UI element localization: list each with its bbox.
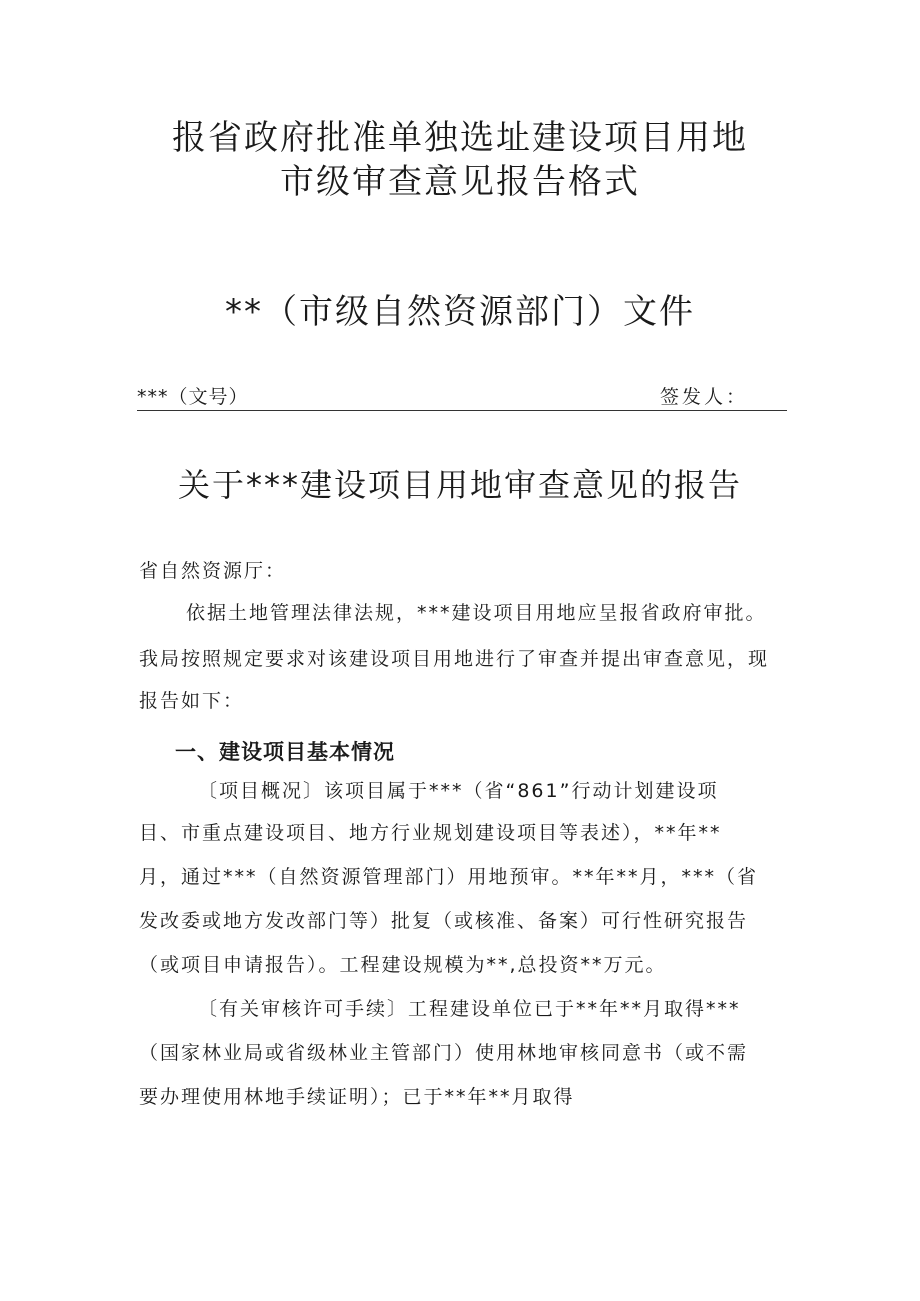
overview-line-4: 发改委或地方发改部门等）批复（或核准、备案）可行性研究报告 bbox=[139, 910, 749, 932]
document-number: ***（文号） bbox=[137, 386, 249, 408]
intro-line-3: 报告如下： bbox=[139, 690, 245, 712]
salutation: 省自然资源厅： bbox=[139, 560, 287, 582]
permits-line-2: （国家林业局或省级林业主管部门）使用林地审核同意书（或不需 bbox=[139, 1042, 749, 1064]
signer-label: 签发人： bbox=[660, 386, 749, 408]
document-meta-row bbox=[137, 382, 787, 412]
permits-line-1: 〔有关审核许可手续〕工程建设单位已于**年**月取得*** bbox=[198, 998, 741, 1020]
overview-line-3: 月，通过***（自然资源管理部门）用地预审。**年**月，***（省 bbox=[139, 866, 759, 888]
overview-line-2: 目、市重点建设项目、地方行业规划建设项目等表述），**年** bbox=[139, 822, 722, 844]
report-title: 关于***建设项目用地审查意见的报告 bbox=[177, 466, 742, 504]
intro-line-1: 依据土地管理法律法规，***建设项目用地应呈报省政府审批。 bbox=[186, 602, 767, 624]
intro-line-2: 我局按照规定要求对该建设项目用地进行了审查并提出审查意见，现 bbox=[139, 648, 770, 670]
document-title-line-2: 市级审查意见报告格式 bbox=[280, 162, 640, 202]
overview-line-1: 〔项目概况〕该项目属于***（省“861”行动计划建设项 bbox=[198, 780, 719, 802]
permits-line-3: 要办理使用林地手续证明）；已于**年**月取得 bbox=[139, 1086, 575, 1108]
section-heading: 一、建设项目基本情况 bbox=[175, 740, 395, 764]
org-header: **（市级自然资源部门）文件 bbox=[225, 292, 695, 332]
document-title-line-1: 报省政府批准单独选址建设项目用地 bbox=[172, 118, 748, 158]
overview-line-5: （或项目申请报告）。工程建设规模为**,总投资**万元。 bbox=[139, 954, 667, 976]
header-divider bbox=[137, 410, 787, 411]
